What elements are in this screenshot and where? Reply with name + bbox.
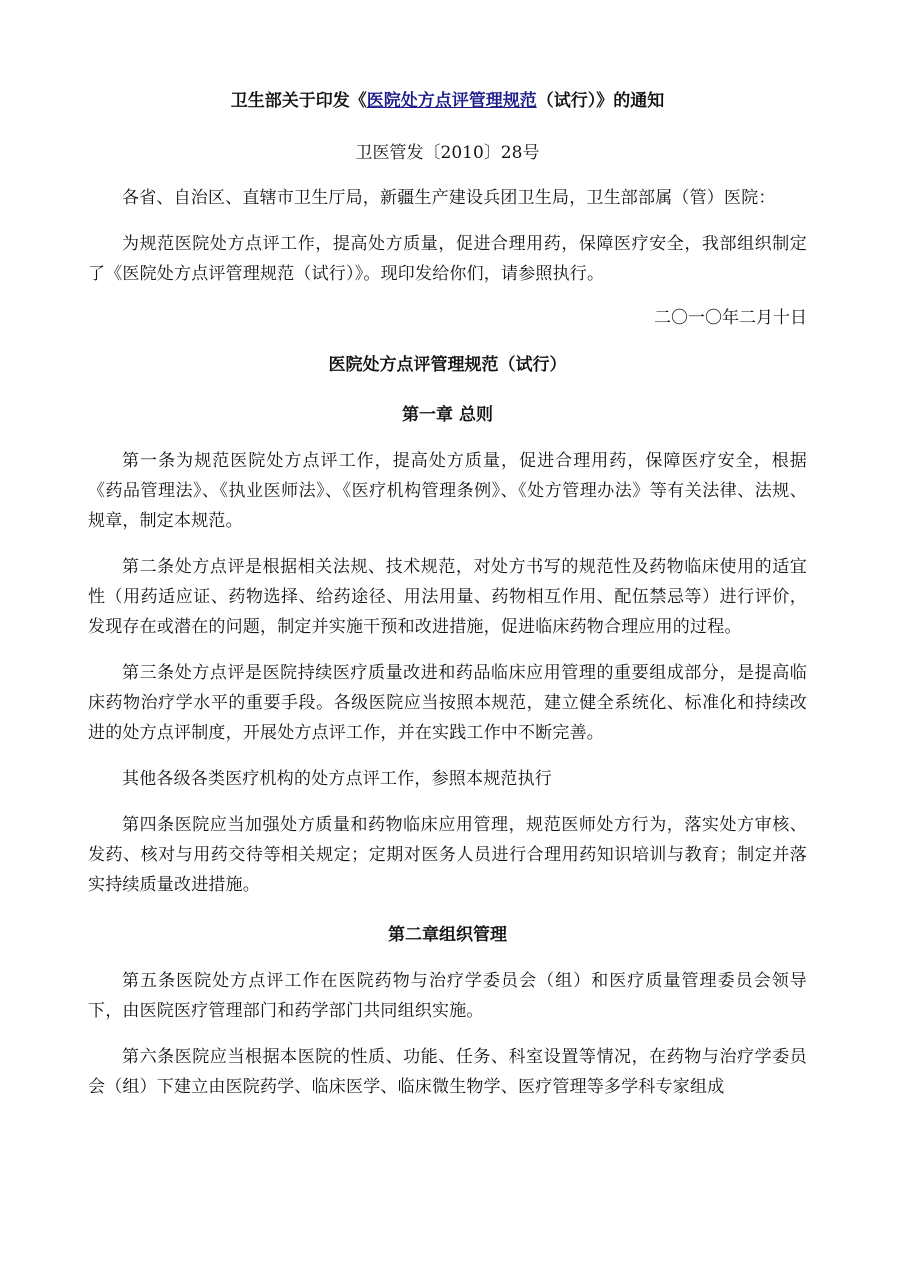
article-paragraph: 第四条医院应当加强处方质量和药物临床应用管理，规范医师处方行为，落实处方审核、发药、核对与用药交待等相关规定；定期对医务人员进行合理用药知识培训与教育；制定并落实持续质量改进措施。 (88, 815, 807, 895)
regulation-link[interactable]: 医院处方点评管理规范 (366, 91, 537, 111)
document-number: 卫医管发〔2010〕28号 (355, 143, 540, 163)
notice-title-prefix: 卫生部关于印发《 (230, 91, 367, 111)
chapter-title: 第二章组织管理 (388, 925, 507, 945)
notice-date: 二〇一〇年二月十日 (654, 308, 807, 328)
regulation-title: 医院处方点评管理规范（试行） (328, 355, 567, 375)
chapter-title: 第一章 总则 (402, 405, 493, 425)
notice-title-suffix: （试行）》的通知 (536, 91, 665, 111)
article-paragraph: 第一条为规范医院处方点评工作，提高处方质量，促进合理用药，保障医疗安全，根据《药品管理法》、《执业医师法》、《医疗机构管理条例》、《处方管理办法》等有关法律、法规、规章，制定本规范。 (88, 451, 807, 531)
article-paragraph: 第五条医院处方点评工作在医院药物与治疗学委员会（组）和医疗质量管理委员会领导下，由医院医疗管理部门和药学部门共同组织实施。 (88, 971, 807, 1021)
article-paragraph: 第六条医院应当根据本医院的性质、功能、任务、科室设置等情况，在药物与治疗学委员会（组）下建立由医院药学、临床医学、临床微生物学、医疗管理等多学科专家组成 (88, 1047, 807, 1097)
article-paragraph: 其他各级各类医疗机构的处方点评工作，参照本规范执行 (122, 769, 552, 789)
notice-recipients: 各省、自治区、直辖市卫生厅局，新疆生产建设兵团卫生局，卫生部部属（管）医院： (122, 188, 776, 208)
notice-title (88, 88, 807, 114)
article-paragraph: 第二条处方点评是根据相关法规、技术规范，对处方书写的规范性及药物临床使用的适宜性（用药适应证、药物选择、给药途径、用法用量、药物相互作用、配伍禁忌等）进行评价，发现存在或潜在的问题，制定并实施干预和改进措施，促进临床药物合理应用的过程。 (88, 557, 807, 637)
notice-body: 为规范医院处方点评工作，提高处方质量，促进合理用药，保障医疗安全，我部组织制定了《医院处方点评管理规范（试行）》。现印发给你们，请参照执行。 (88, 234, 807, 284)
article-paragraph: 第三条处方点评是医院持续医疗质量改进和药品临床应用管理的重要组成部分，是提高临床药物治疗学水平的重要手段。各级医院应当按照本规范，建立健全系统化、标准化和持续改进的处方点评制度，开展处方点评工作，并在实践工作中不断完善。 (88, 663, 807, 743)
